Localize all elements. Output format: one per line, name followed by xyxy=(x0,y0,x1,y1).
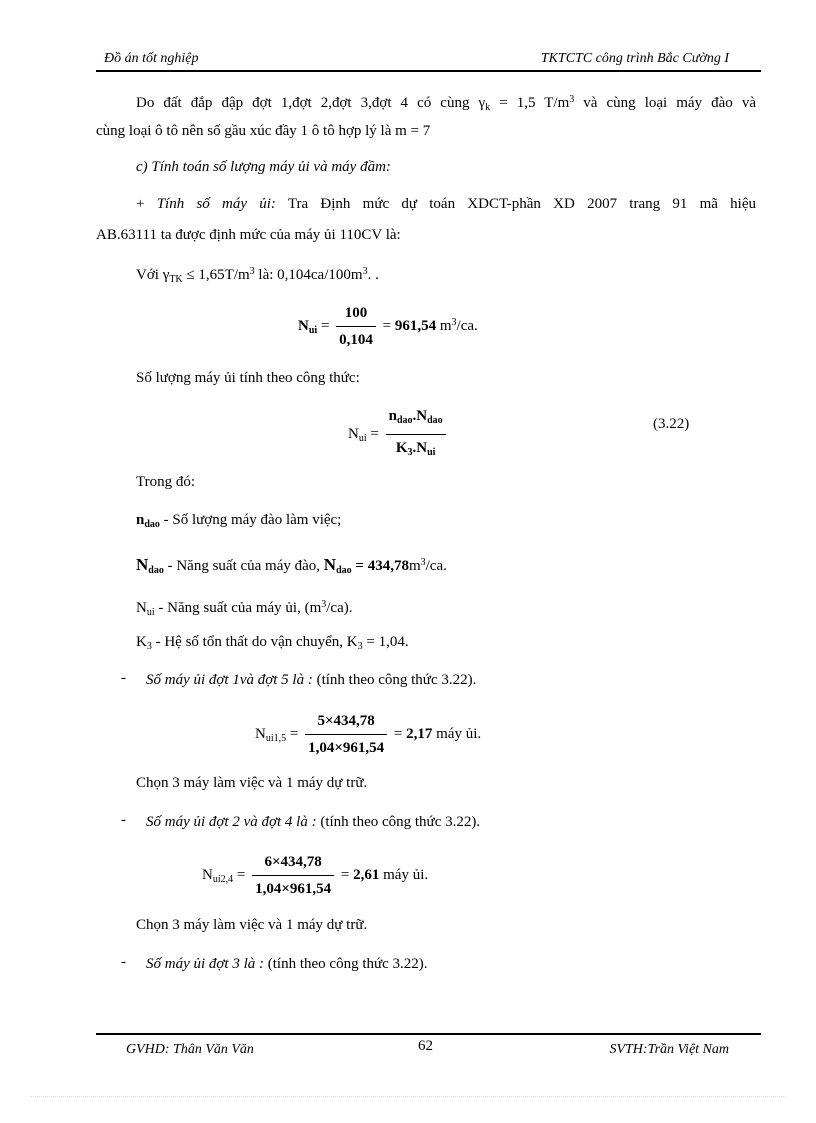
item-1-text: (tính theo công thức 3.22). xyxy=(312,672,477,688)
def2-value: = 434,78 xyxy=(351,558,409,574)
item-1-bullet: - xyxy=(121,670,126,686)
def2-unit2: /ca. xyxy=(425,558,447,574)
eq2-fraction xyxy=(386,405,446,464)
def1-symbol: n xyxy=(136,512,145,528)
equation-2: $N_{ui}$ = $\frac{n_{dao}.N_{dao}}{K_3.N_{ui}}$ xyxy=(348,405,449,464)
item-1 xyxy=(146,670,476,690)
def4-text2: = 1,04. xyxy=(362,634,409,650)
p3-d: . . xyxy=(367,267,379,283)
paragraph-2-line-1 xyxy=(96,194,756,214)
equation-1: $N_{ui}$ = $\frac{100}{0,104}$ = 961,54 $m^3/ca$. xyxy=(298,302,478,351)
paragraph-1-line-1 xyxy=(96,90,756,118)
def3-sub: ui xyxy=(146,607,155,618)
eq2-N: N xyxy=(416,408,428,424)
item-3-text: (tính theo công thức 3.22). xyxy=(264,956,428,972)
def2-sub-2: dao xyxy=(336,565,352,576)
def1-sub: dao xyxy=(144,519,160,530)
p3-c: là: 0,104ca/100m xyxy=(254,267,363,283)
eq4-unit: máy ủi. xyxy=(379,866,429,883)
eq3-unit: máy ủi. xyxy=(432,725,482,742)
p1-text-a: Do đất đắp đập đợt 1,đợt 2,đợt 3,đợt 4 có cùng xyxy=(136,95,479,111)
eq1-lhs: N xyxy=(298,317,309,334)
eq3-denominator: 1,04×961,54 xyxy=(308,740,385,756)
eq2-den-N-sub: ui xyxy=(427,447,436,458)
p3-sup2: 3 xyxy=(362,266,368,277)
eq2-k-sub: 3 xyxy=(407,447,413,458)
choose-line-1: Chọn 3 máy làm việc và 1 máy dự trữ. xyxy=(136,775,368,791)
p1-text-c: và cùng loại máy đào và xyxy=(574,95,757,111)
item-3 xyxy=(146,954,428,974)
eq3-lhs-sub: ui1,5 xyxy=(265,732,287,744)
eq4-result: 2,61 xyxy=(353,866,380,883)
p2-text: Tra Định mức dự toán XDCT-phần XD 2007 trang 91 mã hiệu xyxy=(275,196,757,212)
p3-sup: 3 xyxy=(249,266,255,277)
header-left: Đồ án tốt nghiệp xyxy=(104,51,199,66)
def3-sup: 3 xyxy=(321,599,327,610)
item-2-italic: Số máy ủi đợt 2 và đợt 4 là : xyxy=(146,814,317,830)
page-number: 62 xyxy=(418,1038,433,1054)
paragraph-2-line-2: AB.63111 ta được định mức của máy ủi 110CV là: xyxy=(96,227,401,243)
p2-prefix: + xyxy=(136,196,157,212)
eq2-lhs-sub: ui xyxy=(358,432,367,444)
eq2-den-dot: . xyxy=(412,440,417,456)
definition-4 xyxy=(136,632,409,657)
eq1-unit-sup: 3 xyxy=(451,316,457,328)
eq1-fraction xyxy=(336,302,376,351)
eq3-fraction xyxy=(305,710,387,759)
p3-a: Với xyxy=(136,267,163,283)
page-edge-divider xyxy=(30,1096,786,1097)
eq4-denominator: 1,04×961,54 xyxy=(255,881,332,897)
eq2-denominator xyxy=(386,435,446,464)
equation-3: $N_{ui1,5}$ = $\frac{5\times 434,78}{1,04\times 961,54}$ = 2,17 máy ủi. xyxy=(255,710,481,759)
p3-b: ≤ 1,65T/m xyxy=(182,267,250,283)
eq2-num-dot: . xyxy=(412,408,417,424)
footer-left: GVHD: Thân Văn Văn xyxy=(126,1042,254,1057)
paragraph-3 xyxy=(136,262,379,290)
def4-text: - Hệ số tổn thất do vận chuyển, K xyxy=(151,634,358,650)
eq2-n-sub: dao xyxy=(396,415,413,426)
footer-right: SVTH:Trần Việt Nam xyxy=(609,1042,729,1057)
def1-text: - Số lượng máy đào làm việc; xyxy=(159,512,342,528)
def3-text: - Năng suất của máy ủi, (m xyxy=(154,600,322,616)
definition-1 xyxy=(136,510,341,535)
header-right: TKTCTC công trình Bắc Cường I xyxy=(540,51,729,66)
def2-text: - Năng suất của máy đào, xyxy=(163,558,324,574)
paragraph-4: Số lượng máy ủi tính theo công thức: xyxy=(136,370,360,386)
def3-symbol: N xyxy=(136,600,147,616)
gamma-symbol: γ xyxy=(478,95,486,111)
eq1-numerator: 100 xyxy=(336,302,376,327)
eq2-n: n xyxy=(388,408,397,424)
equation-number: (3.22) xyxy=(653,416,690,432)
def2-sub: dao xyxy=(148,565,164,576)
equation-4: $N_{ui2,4}$ = $\frac{6\times 434,78}{1,04\times 961,54}$ = 2,61 máy ủi. xyxy=(202,851,428,900)
eq4-fraction xyxy=(252,851,334,900)
p1-sup: 3 xyxy=(569,94,575,105)
definition-2 xyxy=(136,553,447,581)
item-1-italic: Số máy ủi đợt 1và đợt 5 là : xyxy=(146,672,313,688)
def2-unit-sup: 3 xyxy=(420,557,426,568)
eq1-denominator: 0,104 xyxy=(339,332,373,348)
item-3-bullet: - xyxy=(121,954,126,970)
p1-text-b: = 1,5 T/m xyxy=(490,95,570,111)
eq3-numerator: 5×434,78 xyxy=(305,710,387,735)
def2-symbol: N xyxy=(136,555,149,574)
eq2-den-N: N xyxy=(416,440,428,456)
eq2-numerator xyxy=(386,405,446,435)
definition-3 xyxy=(136,595,352,623)
gamma-tk-symbol: γ xyxy=(162,267,170,283)
def3-text2: /ca). xyxy=(326,600,353,616)
eq3-lhs: N xyxy=(255,725,266,742)
item-2-bullet: - xyxy=(121,812,126,828)
eq2-k: K xyxy=(395,440,408,456)
eq4-lhs: N xyxy=(202,866,213,883)
eq2-N-sub: dao xyxy=(427,415,443,426)
def4-sub: 3 xyxy=(146,641,152,652)
eq1-result: 961,54 xyxy=(394,317,437,334)
def2-symbol-2: N xyxy=(323,555,337,574)
p2-italic: Tính số máy ủi: xyxy=(156,196,276,212)
page-header xyxy=(96,50,761,72)
where-label: Trong đó: xyxy=(136,474,196,490)
gamma-tk-sub: TK xyxy=(169,274,183,285)
eq1-unit2: /ca. xyxy=(456,317,478,334)
page-footer xyxy=(96,1033,761,1065)
eq4-numerator: 6×434,78 xyxy=(252,851,334,876)
section-c-heading: c) Tính toán số lượng máy ủi và máy đầm: xyxy=(136,159,391,175)
eq1-lhs-sub: ui xyxy=(308,324,318,336)
paragraph-1-line-2: cùng loại ô tô nên số gầu xúc đầy 1 ô tô hợp lý là m = 7 xyxy=(96,123,431,139)
eq3-result: 2,17 xyxy=(406,725,433,742)
item-2 xyxy=(146,812,480,832)
eq4-lhs-sub: ui2,4 xyxy=(212,873,234,885)
gamma-subscript: k xyxy=(485,102,491,113)
def2-unit: m xyxy=(408,558,421,574)
eq2-lhs: N xyxy=(348,425,359,442)
choose-line-2: Chọn 3 máy làm việc và 1 máy dự trữ. xyxy=(136,917,368,933)
def4-symbol: K xyxy=(136,634,147,650)
item-2-text: (tính theo công thức 3.22). xyxy=(316,814,481,830)
def4-sub2: 3 xyxy=(357,641,363,652)
item-3-italic: Số máy ủi đợt 3 là : xyxy=(146,956,264,972)
eq1-unit: m xyxy=(436,317,452,334)
